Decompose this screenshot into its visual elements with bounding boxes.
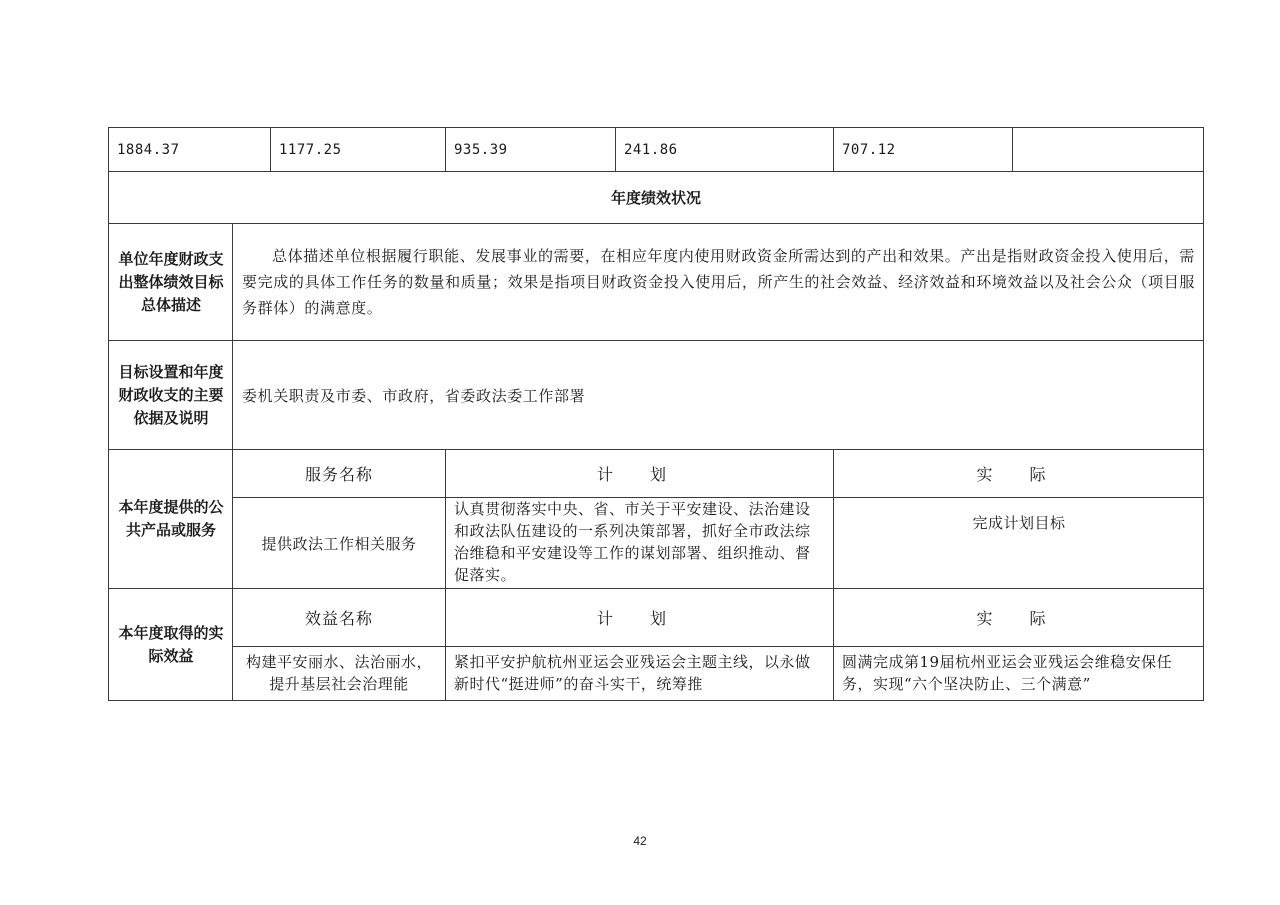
basis-label: 目标设置和年度财政收支的主要依据及说明 <box>118 362 224 427</box>
overall-goal-label: 单位年度财政支出整体绩效目标总体描述 <box>118 249 224 314</box>
services-plan-header <box>446 450 833 497</box>
benefits-plan-header-text: 计 划 <box>596 609 683 628</box>
budget-cell: 1177.25 <box>279 142 342 158</box>
page-number: 42 <box>633 834 647 848</box>
service-plan-cell: 认真贯彻落实中央、省、市关于平安建设、法治建设和政法队伍建设的一系列决策部署，抓好全市政法综治维稳和平安建设等工作的谋划部署、组织推动、督促落实。 <box>454 500 811 584</box>
services-label: 本年度提供的公共产品或服务 <box>118 498 224 539</box>
basis-text: 委机关职责及市委、市政府，省委政法委工作部署 <box>242 386 586 405</box>
benefits-actual-header <box>834 589 1204 646</box>
budget-cell: 241.86 <box>624 142 678 158</box>
overall-goal-paragraph: 总体描述单位根据履行职能、发展事业的需要，在相应年度内使用财政资金所需达到的产出和效果。产出是指财政资金投入使用后，需要完成的具体工作任务的数量和质量；效果是指项目财政资金投入使用后，所产生的社会效益、经济效益和环境效益以及社会公众（项目服务群体）的满意度。 <box>242 247 1195 317</box>
benefits-plan-header <box>446 589 833 646</box>
services-name-header: 服务名称 <box>304 465 373 484</box>
benefit-name-cell: 构建平安丽水、法治丽水，提升基层社会治理能 <box>245 653 432 693</box>
benefits-actual-header-text: 实 际 <box>976 609 1062 628</box>
budget-cell: 1884.37 <box>117 142 180 158</box>
budget-cell: 707.12 <box>842 142 896 158</box>
row-divider <box>232 646 1204 647</box>
section-title: 年度绩效状况 <box>610 189 701 207</box>
benefits-name-header: 效益名称 <box>304 609 373 628</box>
services-plan-header-text: 计 划 <box>596 465 683 484</box>
service-name-cell: 提供政法工作相关服务 <box>261 534 417 553</box>
service-actual-cell: 完成计划目标 <box>972 514 1066 532</box>
services-actual-header <box>834 450 1204 497</box>
budget-cell <box>1012 128 1204 172</box>
services-actual-header-text: 实 际 <box>976 465 1062 484</box>
benefit-plan-cell: 紧扣平安护航杭州亚运会亚残运会主题主线，以永做新时代“挺进师”的奋斗实干，统筹推 <box>454 653 811 693</box>
benefit-actual-cell: 圆满完成第19届杭州亚运会亚残运会维稳安保任务，实现“六个坚决防止、三个满意” <box>842 653 1173 693</box>
benefits-label: 本年度取得的实际效益 <box>118 624 224 665</box>
budget-cell: 935.39 <box>454 142 508 158</box>
overall-goal-text <box>233 224 1204 340</box>
